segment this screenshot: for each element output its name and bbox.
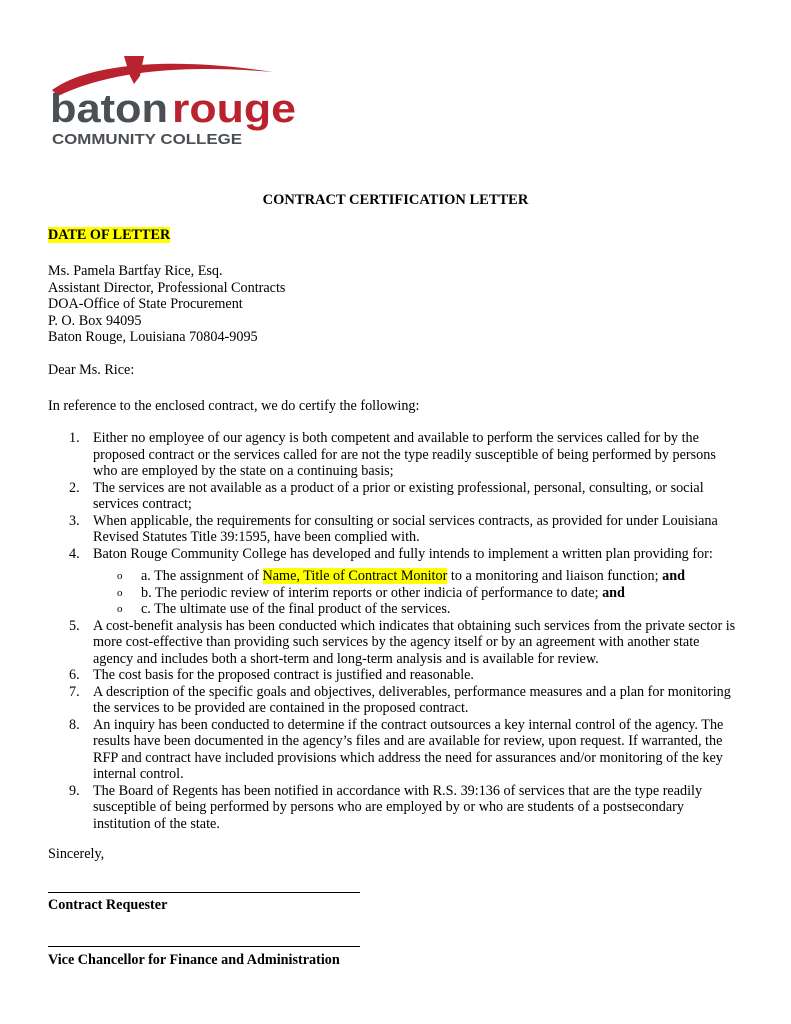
list-number: 2. bbox=[69, 479, 80, 496]
list-item bbox=[48, 513, 743, 546]
sub-item-a bbox=[48, 568, 743, 585]
list-item bbox=[48, 684, 743, 717]
sub-text: a. The assignment of bbox=[141, 568, 263, 584]
sub-item-c bbox=[48, 601, 743, 618]
bullet: o bbox=[117, 603, 123, 615]
address-line: Assistant Director, Professional Contracts bbox=[48, 279, 286, 296]
list-number: 3. bbox=[69, 512, 80, 529]
page-title: CONTRACT CERTIFICATION LETTER bbox=[262, 192, 529, 208]
list-text: The Board of Regents has been notified in accordance with R.S. 39:136 of services that are the type readily susceptible of being performed by persons who are employed by or who are students of a postsecondary institution of the state. bbox=[93, 782, 703, 832]
address-line: DOA-Office of State Procurement bbox=[48, 296, 243, 312]
list-number: 4. bbox=[69, 545, 80, 562]
sub-text: b. The periodic review of interim reports or other indicia of performance to date; bbox=[141, 584, 603, 601]
list-text: The cost basis for the proposed contract is justified and reasonable. bbox=[93, 667, 474, 683]
list-number: 9. bbox=[69, 782, 80, 799]
salutation: Dear Ms. Rice: bbox=[48, 362, 135, 378]
intro-paragraph: In reference to the enclosed contract, we do certify the following: bbox=[48, 398, 420, 414]
list-item bbox=[48, 667, 743, 684]
list-text: The services are not available as a product of a prior or existing professional, personal, consulting, or social services contract; bbox=[93, 479, 704, 512]
address-line: Baton Rouge, Louisiana 70804-9095 bbox=[48, 329, 258, 345]
list-item bbox=[48, 430, 743, 480]
signature-label: Vice Chancellor for Finance and Administration bbox=[48, 952, 340, 968]
list-number: 7. bbox=[69, 683, 80, 700]
college-logo bbox=[48, 50, 308, 150]
list-text: Either no employee of our agency is both competent and available to perform the services called for by the proposed contract or the services called for are not the type readily susceptible of being performed by persons who are employed by the state on a continuing basis; bbox=[93, 430, 716, 479]
logo-subtitle: COMMUNITY COLLEGE bbox=[52, 131, 242, 148]
bullet: o bbox=[117, 570, 123, 582]
list-item bbox=[48, 783, 743, 833]
sub-item-b bbox=[48, 585, 743, 602]
sub-list bbox=[48, 562, 743, 618]
list-text: An inquiry has been conducted to determine if the contract outsources a key internal control of the agency. The results have been documented in the agency’s files and are available for review, upon request. If warranted, the RFP and contract have included provisions which address the need for assurances and/or monitoring of the key internal control. bbox=[93, 716, 724, 782]
logo-wordmark-rouge: rouge bbox=[172, 87, 296, 131]
list-item bbox=[48, 546, 743, 563]
sub-text: c. The ultimate use of the final product of the services. bbox=[141, 601, 451, 617]
sub-and: and bbox=[662, 568, 685, 584]
date-placeholder bbox=[48, 227, 170, 244]
list-number: 5. bbox=[69, 617, 80, 634]
list-item bbox=[48, 717, 743, 783]
recipient-address bbox=[48, 263, 285, 346]
list-item bbox=[48, 618, 743, 668]
list-number: 8. bbox=[69, 716, 80, 733]
address-line: P. O. Box 94095 bbox=[48, 312, 142, 329]
list-text: Baton Rouge Community College has developed and fully intends to implement a written plan providing for: bbox=[93, 545, 713, 562]
date-highlight: DATE OF LETTER bbox=[48, 227, 171, 243]
monitor-placeholder: Name, Title of Contract Monitor bbox=[262, 568, 448, 584]
logo-wordmark-baton: baton bbox=[50, 87, 168, 131]
sub-text: to a monitoring and liaison function; bbox=[447, 568, 663, 584]
signature-line bbox=[48, 946, 360, 947]
list-item bbox=[48, 480, 743, 513]
signature-line bbox=[48, 892, 360, 893]
signature-label: Contract Requester bbox=[48, 897, 168, 913]
closing: Sincerely, bbox=[48, 846, 105, 862]
sub-and: and bbox=[602, 584, 625, 601]
list-text: A cost-benefit analysis has been conducted which indicates that obtaining such services from the private sector is more cost-effective than providing such services by the agency itself or by an agreement with another state agency and includes both a short-term and long-term analysis and is available for review. bbox=[93, 617, 736, 667]
bullet: o bbox=[117, 586, 123, 599]
certification-list bbox=[48, 430, 743, 832]
address-line: Ms. Pamela Bartfay Rice, Esq. bbox=[48, 263, 223, 279]
list-text: A description of the specific goals and objectives, deliverables, performance measures and a plan for monitoring the services to be provided are contained in the proposed contract. bbox=[93, 683, 731, 716]
list-number: 1. bbox=[69, 430, 80, 446]
list-text: When applicable, the requirements for consulting or social services contracts, as provided for under Louisiana Revised Statutes Title 39:1595, have been complied with. bbox=[93, 512, 718, 545]
list-number: 6. bbox=[69, 667, 80, 683]
